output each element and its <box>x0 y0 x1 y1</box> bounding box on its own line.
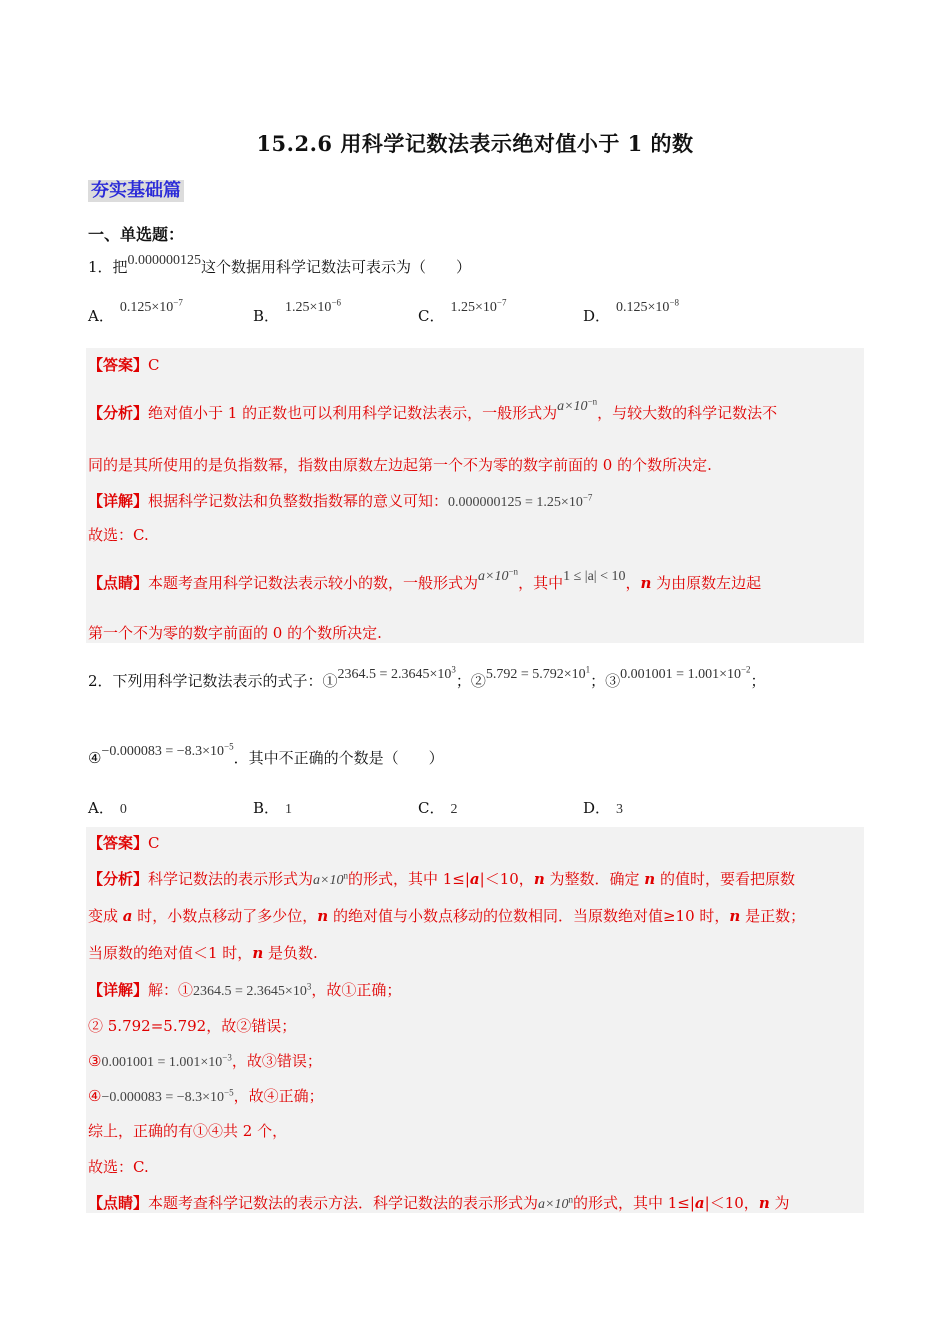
q2-stem-line-1: 2．下列用科学记数法表示的式子：①2364.5 = $2.3645\times 10^3$；②5.792 = $5.792\times 10^1$；③0.001001 = $1.001\times 10^{-2}$； <box>88 664 766 690</box>
q2-detail-line-4: ④−0.000083 = $-8.3\times 10^{-5}$，故④正确； <box>88 1087 324 1105</box>
q1-comment-line-2: 第一个不为零的数字前面的 0 的个数所决定. <box>88 624 382 642</box>
option-expr: $1.25\times 10^{-6}$ <box>285 297 342 315</box>
option-label: B． <box>253 307 280 325</box>
analysis-tag: 【分析】 <box>88 404 149 422</box>
option-expr: $0.125\times 10^{-7}$ <box>119 297 183 315</box>
formula: $a\times 10^{-n}$ <box>478 566 519 584</box>
q1-detail: 【详解】根据科学记数法和负整数指数幂的意义可知：$0.000000125 = 1.25\times 10^{-7}$ <box>88 492 593 510</box>
formula-4: $-0.000083 = -8.3\times 10^{-5}$ <box>101 741 234 759</box>
formula: $a\times 10^n$ <box>538 1194 573 1212</box>
section-label: 夯实基础篇 <box>88 180 184 202</box>
q1-answer <box>88 354 160 375</box>
q1-stem-text: 这个数据用科学记数法可表示为（ ） <box>201 258 472 276</box>
q1-stem-number: 0.000000125 <box>127 253 202 268</box>
q1-option-b[interactable] <box>253 297 342 326</box>
formula: $2364.5 = 2.3645\times 10^3$ <box>193 981 312 999</box>
formula: 1 ≤ |a| < 10 <box>563 569 626 584</box>
option-expr: $1.25\times 10^{-7}$ <box>450 297 507 315</box>
q2-answer: 【答案】C <box>88 834 160 852</box>
q1-option-d[interactable] <box>583 297 680 326</box>
q2-detail-line-5: 综上，正确的有①④共 2 个， <box>88 1122 288 1140</box>
option-label: C． <box>418 307 445 325</box>
q2-option-d[interactable]: D． 3 <box>583 799 624 817</box>
option-expr: $0.125\times 10^{-8}$ <box>616 297 680 315</box>
formula: $0.001001 = 1.001\times 10^{-3}$ <box>101 1052 232 1070</box>
formula-1: $2364.5 = 2.3645\times 10^3$ <box>337 664 456 682</box>
q1-stem-prefix: 1．把 <box>88 258 128 276</box>
q1-stem <box>88 253 472 277</box>
q2-detail-line-1: 【详解】解：①2364.5 = $2.3645\times 10^3$，故①正确； <box>88 981 402 999</box>
formula: $a\times 10^n$ <box>313 870 348 888</box>
answer-tag: 【答案】 <box>88 356 149 374</box>
formula-3: $0.001001 = 1.001\times 10^{-2}$ <box>620 664 751 682</box>
formula-2: $5.792 = 5.792\times 10^1$ <box>485 664 591 682</box>
answer-value: C <box>148 356 160 374</box>
q1-analysis-line-2: 同的是其所使用的是负指数幂，指数由原数左边起第一个不为零的数字前面的 0 的个数所决定. <box>88 456 712 474</box>
option-label: D． <box>583 307 611 325</box>
option-label: A． <box>88 307 114 325</box>
formula: $-0.000083 = -8.3\times 10^{-5}$ <box>101 1087 234 1105</box>
q2-comment-line-1: 【点睛】本题考查科学记数法的表示方法．科学记数法的表示形式为$a\times 10^n$的形式，其中 1≤|a|＜10，n 为 <box>88 1194 790 1212</box>
q1-analysis-line-1: 【分析】绝对值小于 1 的正数也可以利用科学记数法表示，一般形式为$a\times 10^{-n}$，与较大数的科学记数法不 <box>88 396 778 422</box>
q2-option-b[interactable]: B． 1 <box>253 799 293 817</box>
comment-tag: 【点睛】 <box>88 574 149 592</box>
formula: $a\times 10^{-n}$ <box>557 396 598 414</box>
q2-option-c[interactable]: C． 2 <box>418 799 458 817</box>
q2-analysis-line-2: 变成 a 时，小数点移动了多少位，n 的绝对值与小数点移动的位数相同．当原数绝对值≥10 时，n 是正数； <box>88 907 806 925</box>
q2-stem-line-2: ④−0.000083 = $-8.3\times 10^{-5}$．其中不正确的个数是（ ） <box>88 741 444 767</box>
q1-option-c[interactable] <box>418 297 507 326</box>
q2-analysis-line-1: 【分析】科学记数法的表示形式为$a\times 10^n$的形式，其中 1≤|a|＜10，n 为整数．确定 n 的值时，要看把原数 <box>88 870 795 888</box>
section-subheading: 一、单选题： <box>88 225 185 244</box>
q1-comment-line-1: 【点睛】本题考查用科学记数法表示较小的数，一般形式为$a\times 10^{-n}$，其中1 ≤ |a| < 10，n 为由原数左边起 <box>88 566 762 592</box>
page-title: 15.2.6 用科学记数法表示绝对值小于 1 的数 <box>256 131 694 156</box>
q2-option-a[interactable]: A． 0 <box>88 799 127 817</box>
q1-conclusion: 故选：C. <box>88 526 149 544</box>
q2-analysis-line-3: 当原数的绝对值＜1 时，n 是负数. <box>88 944 318 962</box>
q1-option-a[interactable] <box>88 297 183 326</box>
formula: $0.000000125 = 1.25\times 10^{-7}$ <box>448 492 593 510</box>
q2-detail-line-2: ② 5.792=5.792，故②错误； <box>88 1017 297 1035</box>
detail-tag: 【详解】 <box>88 492 149 510</box>
q2-detail-line-3: ③0.001001 = $1.001\times 10^{-3}$，故③错误； <box>88 1052 322 1070</box>
q2-conclusion: 故选：C. <box>88 1158 149 1176</box>
